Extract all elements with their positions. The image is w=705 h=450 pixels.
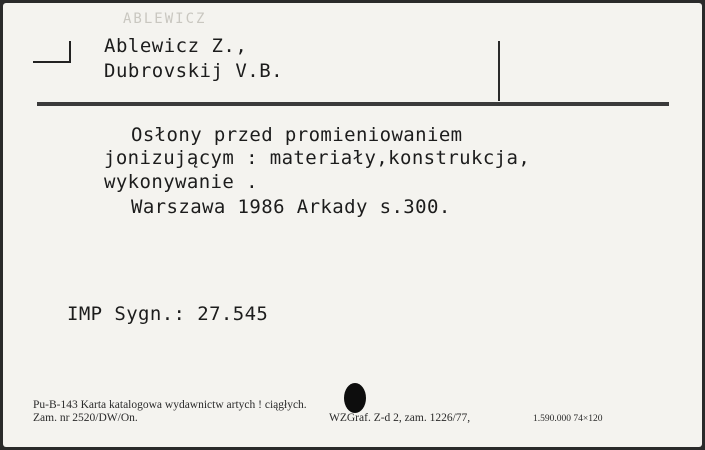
vertical-divider xyxy=(498,41,500,101)
author-2: Dubrovskij V.B. xyxy=(104,60,284,82)
catalog-card xyxy=(3,3,702,447)
corner-bracket-mark xyxy=(33,41,71,63)
footer-printer: WZGraf. Z-d 2, zam. 1226/77, xyxy=(329,412,471,424)
publication-line: Warszawa 1986 Arkady s.300. xyxy=(131,196,451,218)
title-line-2: jonizującym : materiały,konstrukcja, xyxy=(104,147,531,169)
title-line-1: Osłony przed promieniowaniem xyxy=(131,124,463,146)
footer-order-number: Zam. nr 2520/DW/On. xyxy=(33,412,138,424)
horizontal-rule xyxy=(37,102,669,106)
title-line-3: wykonywanie . xyxy=(104,171,258,193)
call-number: IMP Sygn.: 27.545 xyxy=(67,303,269,325)
footer-line-1: Pu-B-143 Karta katalogowa wydawnictw artych ! ciągłych. xyxy=(33,399,307,411)
footer-print-run: 1.590.000 74×120 xyxy=(533,414,603,424)
punch-hole xyxy=(344,383,366,413)
faint-header-text: ABLEWICZ xyxy=(123,11,207,27)
author-1: Ablewicz Z., xyxy=(104,35,248,57)
